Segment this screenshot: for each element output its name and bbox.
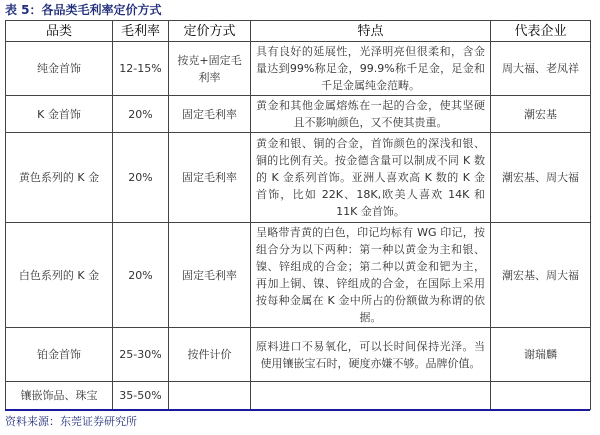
company-cell: 谢瑞麟 (491, 328, 591, 382)
source-note: 资料来源：东莞证券研究所 (5, 415, 137, 428)
company-cell (491, 382, 591, 410)
feature-cell: 黄金和其他金属熔炼在一起的合金，使其坚硬且不影响颜色，又不使其贵重。 (251, 96, 491, 133)
table-title: 表 5：各品类毛利率定价方式 (5, 3, 162, 17)
margin-cell: 35-50% (113, 382, 169, 410)
margin-cell: 25-30% (113, 328, 169, 382)
header-category: 品类 (6, 21, 113, 42)
feature-cell: 呈略带青黄的白色，印记均标有 WG 印记，按组合分为以下两种：第一种以黄金为主和银、镍、锌组成的合金；第二种以黄金和钯为主，再加上铜、镍、锌组成的合金，在国际上采用按每种金属在 K 金中所占的份额做为称谓的依据。 (251, 223, 491, 328)
company-cell: 潮宏基、周大福 (491, 223, 591, 328)
feature-cell: 黄金和银、铜的合金，首饰颜色的深浅和银、铜的比例有关。按金德含量可以制成不同 K 数的 K 金系列首饰。亚洲人喜欢高 K 数的 K 金首饰，比如 22K、18K,欧美人喜欢 14K 和 11K 金首饰。 (251, 133, 491, 223)
pricing-cell (169, 382, 251, 410)
margin-cell: 20% (113, 133, 169, 223)
category-cell: K 金首饰 (6, 96, 113, 133)
category-cell: 黄色系列的 K 金 (6, 133, 113, 223)
company-cell: 潮宏基、周大福 (491, 133, 591, 223)
pricing-cell: 固定毛利率 (169, 223, 251, 328)
company-cell: 潮宏基 (491, 96, 591, 133)
category-cell: 纯金首饰 (6, 42, 113, 96)
category-cell: 镶嵌饰品、珠宝 (6, 382, 113, 410)
margin-cell: 12-15% (113, 42, 169, 96)
table-bottom-rule (5, 409, 590, 411)
table-row (6, 223, 591, 328)
header-margin: 毛利率 (113, 21, 169, 42)
pricing-cell: 按克+固定毛利率 (169, 42, 251, 96)
header-feature: 特点 (251, 21, 491, 42)
table-row (6, 42, 591, 96)
pricing-cell: 固定毛利率 (169, 133, 251, 223)
feature-cell: 原料进口不易氧化，可以长时间保持光泽。当使用镶嵌宝石时，硬度亦嫌不够。品牌价值。 (251, 328, 491, 382)
margin-cell: 20% (113, 223, 169, 328)
pricing-cell: 固定毛利率 (169, 96, 251, 133)
table-row (6, 382, 591, 410)
margin-cell: 20% (113, 96, 169, 133)
header-row (6, 21, 591, 42)
company-cell: 周大福、老凤祥 (491, 42, 591, 96)
table-row (6, 133, 591, 223)
feature-cell (251, 382, 491, 410)
header-pricing: 定价方式 (169, 21, 251, 42)
pricing-table (5, 20, 591, 410)
category-cell: 铂金首饰 (6, 328, 113, 382)
category-cell: 白色系列的 K 金 (6, 223, 113, 328)
feature-cell: 具有良好的延展性，光泽明亮但很柔和，含金量达到99%称足金，99.9%称千足金，足金和千足金属纯金范畴。 (251, 42, 491, 96)
header-company: 代表企业 (491, 21, 591, 42)
pricing-cell: 按件计价 (169, 328, 251, 382)
table-row (6, 96, 591, 133)
table-row (6, 328, 591, 382)
